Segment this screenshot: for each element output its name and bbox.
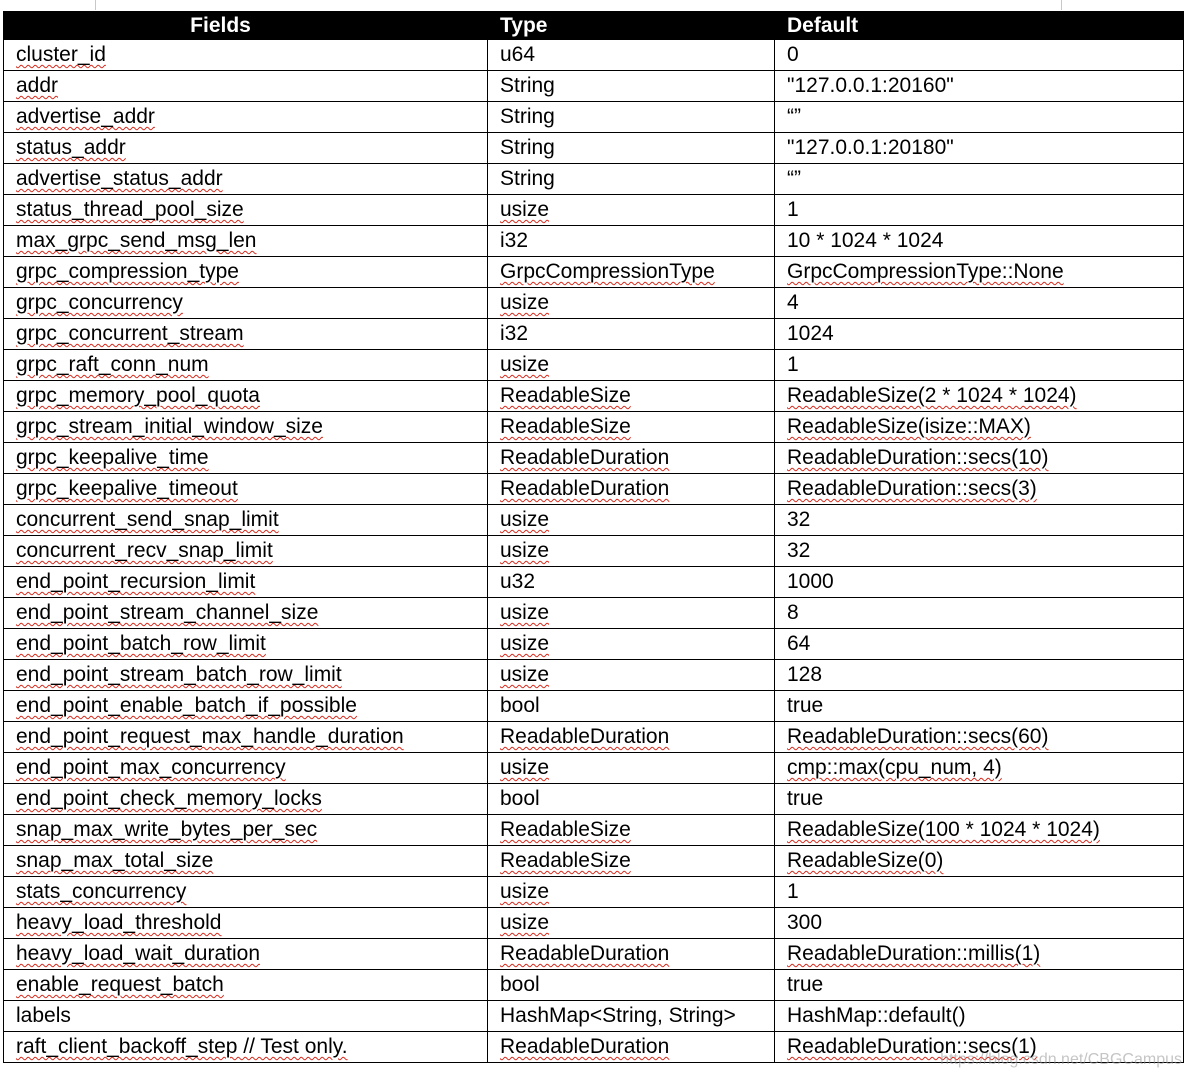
field-cell (4, 722, 488, 753)
field-cell (4, 691, 488, 722)
field-cell-text: cluster_id (16, 43, 106, 66)
table-row (4, 970, 1184, 1001)
type-cell-text: usize (500, 632, 550, 655)
field-cell (4, 257, 488, 288)
default-cell (775, 691, 1184, 722)
field-cell-text: grpc_stream_initial_window_size (16, 415, 323, 438)
type-cell (488, 412, 775, 443)
type-cell-text: u32 (500, 570, 536, 593)
field-cell-text: grpc_keepalive_timeout (16, 477, 238, 500)
table-row (4, 939, 1184, 970)
field-cell (4, 133, 488, 164)
field-cell-text: grpc_concurrent_stream (16, 322, 244, 345)
field-cell (4, 970, 488, 1001)
field-cell-text: max_grpc_send_msg_len (16, 229, 257, 252)
type-cell (488, 257, 775, 288)
field-cell (4, 226, 488, 257)
type-cell (488, 1001, 775, 1032)
default-cell-text: HashMap::default() (787, 1004, 966, 1027)
field-cell (4, 629, 488, 660)
type-cell-text: bool (500, 973, 540, 996)
type-cell-text: String (500, 136, 555, 159)
type-cell-text: ReadableSize (500, 818, 631, 841)
field-cell (4, 40, 488, 71)
field-cell-text: status_thread_pool_size (16, 198, 244, 221)
type-cell-text: ReadableSize (500, 384, 631, 407)
field-cell (4, 877, 488, 908)
type-cell (488, 40, 775, 71)
type-cell (488, 846, 775, 877)
header-fields: Fields (4, 12, 488, 40)
table-row (4, 815, 1184, 846)
default-cell (775, 784, 1184, 815)
field-cell (4, 195, 488, 226)
table-row (4, 195, 1184, 226)
table-row (4, 257, 1184, 288)
default-cell-text: ReadableDuration::secs(3) (787, 477, 1037, 500)
default-cell (775, 288, 1184, 319)
default-cell (775, 40, 1184, 71)
type-cell-text: usize (500, 663, 550, 686)
type-cell-text: String (500, 167, 555, 190)
type-cell (488, 660, 775, 691)
default-cell (775, 536, 1184, 567)
field-cell (4, 784, 488, 815)
default-cell (775, 629, 1184, 660)
field-cell-text: grpc_memory_pool_quota (16, 384, 260, 407)
type-cell (488, 567, 775, 598)
type-cell (488, 753, 775, 784)
default-cell-text: 1 (787, 198, 799, 221)
default-cell-text: 1 (787, 880, 799, 903)
table-row (4, 133, 1184, 164)
default-cell-text: “” (787, 167, 801, 190)
type-cell-text: HashMap<String, String> (500, 1004, 736, 1027)
type-cell-text: usize (500, 601, 550, 624)
type-cell (488, 164, 775, 195)
table-body (4, 40, 1184, 1063)
default-cell (775, 908, 1184, 939)
field-cell-text: grpc_concurrency (16, 291, 183, 314)
type-cell (488, 319, 775, 350)
default-cell (775, 195, 1184, 226)
field-cell-text: grpc_compression_type (16, 260, 239, 283)
type-cell-text: usize (500, 880, 550, 903)
field-cell (4, 846, 488, 877)
field-cell-text: stats_concurrency (16, 880, 187, 903)
default-cell-text: 8 (787, 601, 799, 624)
field-cell (4, 598, 488, 629)
default-cell (775, 102, 1184, 133)
default-cell (775, 133, 1184, 164)
type-cell (488, 629, 775, 660)
default-cell-text: GrpcCompressionType::None (787, 260, 1064, 283)
field-cell (4, 319, 488, 350)
default-cell-text: true (787, 787, 824, 810)
type-cell (488, 102, 775, 133)
table-row (4, 753, 1184, 784)
field-cell (4, 164, 488, 195)
table-row (4, 164, 1184, 195)
field-cell-text: end_point_stream_channel_size (16, 601, 319, 624)
field-cell (4, 505, 488, 536)
field-cell-text: addr (16, 74, 59, 97)
type-cell-text: usize (500, 539, 550, 562)
field-cell-text: end_point_batch_row_limit (16, 632, 266, 655)
type-cell-text: bool (500, 787, 540, 810)
type-cell-text: i32 (500, 229, 529, 252)
default-cell-text: "127.0.0.1:20160" (787, 74, 954, 97)
table-row (4, 474, 1184, 505)
default-cell-text: true (787, 694, 824, 717)
default-cell (775, 815, 1184, 846)
default-cell-text: 4 (787, 291, 799, 314)
default-cell-text: ReadableDuration::millis(1) (787, 942, 1041, 965)
type-cell (488, 970, 775, 1001)
type-cell (488, 877, 775, 908)
table-row (4, 536, 1184, 567)
default-cell-text: 1000 (787, 570, 834, 593)
field-cell-text: labels (16, 1004, 71, 1027)
table-row (4, 629, 1184, 660)
field-cell-text: status_addr (16, 136, 126, 159)
field-cell (4, 753, 488, 784)
header-type: Type (488, 12, 775, 40)
type-cell (488, 784, 775, 815)
field-cell (4, 567, 488, 598)
type-cell-text: ReadableDuration (500, 446, 670, 469)
default-cell-text: ReadableSize(2 * 1024 * 1024) (787, 384, 1077, 407)
field-cell-text: concurrent_recv_snap_limit (16, 539, 273, 562)
field-cell-text: grpc_keepalive_time (16, 446, 209, 469)
default-cell (775, 412, 1184, 443)
type-cell-text: usize (500, 198, 550, 221)
field-cell (4, 536, 488, 567)
field-cell-text: heavy_load_wait_duration (16, 942, 261, 965)
type-cell (488, 598, 775, 629)
default-cell-text: 128 (787, 663, 823, 686)
field-cell (4, 350, 488, 381)
type-cell-text: usize (500, 353, 550, 376)
field-cell-text: concurrent_send_snap_limit (16, 508, 279, 531)
field-cell (4, 908, 488, 939)
config-table (3, 11, 1184, 1063)
type-cell (488, 288, 775, 319)
default-cell (775, 939, 1184, 970)
table-row (4, 71, 1184, 102)
table-row (4, 1001, 1184, 1032)
type-cell (488, 939, 775, 970)
default-cell-text: 32 (787, 508, 811, 531)
type-cell-text: usize (500, 756, 550, 779)
type-cell (488, 474, 775, 505)
default-cell-text: 64 (787, 632, 811, 655)
default-cell-text: 1 (787, 353, 799, 376)
type-cell (488, 350, 775, 381)
table-header (4, 12, 1184, 40)
type-cell (488, 505, 775, 536)
field-cell-text: advertise_status_addr (16, 167, 223, 190)
table-row (4, 722, 1184, 753)
type-cell (488, 195, 775, 226)
type-cell-text: ReadableSize (500, 415, 631, 438)
default-cell-text: ReadableDuration::secs(60) (787, 725, 1049, 748)
default-cell (775, 877, 1184, 908)
field-cell (4, 474, 488, 505)
page-corner-mark-right (1061, 0, 1062, 10)
table-row (4, 691, 1184, 722)
default-cell-text: ReadableSize(0) (787, 849, 944, 872)
default-cell-text: 1024 (787, 322, 834, 345)
field-cell (4, 412, 488, 443)
default-cell (775, 474, 1184, 505)
field-cell-text: snap_max_write_bytes_per_sec (16, 818, 318, 841)
default-cell-text: cmp::max(cpu_num, 4) (787, 756, 1002, 779)
page-corner-mark-left (95, 0, 96, 10)
type-cell-text: ReadableDuration (500, 477, 670, 500)
field-cell (4, 381, 488, 412)
table-row (4, 505, 1184, 536)
default-cell (775, 350, 1184, 381)
watermark: https://blog.csdn.net/CBGCampus (940, 1051, 1182, 1068)
table-row (4, 567, 1184, 598)
field-cell (4, 660, 488, 691)
default-cell-text: true (787, 973, 824, 996)
default-cell-text: 300 (787, 911, 823, 934)
field-cell-text: end_point_max_concurrency (16, 756, 286, 779)
default-cell-text: ReadableSize(100 * 1024 * 1024) (787, 818, 1100, 841)
type-cell-text: ReadableSize (500, 849, 631, 872)
type-cell (488, 815, 775, 846)
header-row (4, 12, 1184, 40)
default-cell (775, 1032, 1184, 1063)
table-row (4, 381, 1184, 412)
type-cell (488, 443, 775, 474)
default-cell-text: 0 (787, 43, 799, 66)
field-cell (4, 815, 488, 846)
default-cell-text: ReadableSize(isize::MAX) (787, 415, 1031, 438)
default-cell-text: "127.0.0.1:20180" (787, 136, 954, 159)
field-cell (4, 1001, 488, 1032)
type-cell-text: u64 (500, 43, 536, 66)
default-cell (775, 164, 1184, 195)
type-cell (488, 133, 775, 164)
default-cell-text: ReadableDuration::secs(10) (787, 446, 1049, 469)
default-cell (775, 443, 1184, 474)
field-cell-text: end_point_recursion_limit (16, 570, 256, 593)
default-cell-text: 32 (787, 539, 811, 562)
type-cell-text: bool (500, 694, 540, 717)
field-cell (4, 288, 488, 319)
table-row (4, 598, 1184, 629)
field-cell-text: snap_max_total_size (16, 849, 214, 872)
default-cell (775, 970, 1184, 1001)
type-cell (488, 691, 775, 722)
type-cell (488, 722, 775, 753)
type-cell-text: ReadableDuration (500, 942, 670, 965)
table-row (4, 1032, 1184, 1063)
field-cell (4, 71, 488, 102)
default-cell (775, 660, 1184, 691)
field-cell-text: end_point_stream_batch_row_limit (16, 663, 342, 686)
table-row (4, 846, 1184, 877)
type-cell-text: usize (500, 911, 550, 934)
field-cell-text: grpc_raft_conn_num (16, 353, 209, 376)
field-cell-text: heavy_load_threshold (16, 911, 222, 934)
default-cell (775, 567, 1184, 598)
table-row (4, 40, 1184, 71)
type-cell (488, 381, 775, 412)
type-cell-text: GrpcCompressionType (500, 260, 715, 283)
default-cell (775, 1001, 1184, 1032)
default-cell (775, 319, 1184, 350)
field-cell-text: end_point_request_max_handle_duration (16, 725, 404, 748)
default-cell (775, 753, 1184, 784)
default-cell (775, 226, 1184, 257)
field-cell-text: end_point_enable_batch_if_possible (16, 694, 357, 717)
default-cell (775, 722, 1184, 753)
type-cell (488, 226, 775, 257)
default-cell-text: “” (787, 105, 801, 128)
default-cell (775, 257, 1184, 288)
type-cell-text: usize (500, 291, 550, 314)
table-row (4, 908, 1184, 939)
field-cell-text: end_point_check_memory_locks (16, 787, 322, 810)
field-cell-text: raft_client_backoff_step // Test only. (16, 1035, 348, 1058)
default-cell-text: ReadableDuration::secs(1) (787, 1035, 1037, 1058)
type-cell (488, 1032, 775, 1063)
table-row (4, 877, 1184, 908)
table-row (4, 319, 1184, 350)
default-cell (775, 71, 1184, 102)
field-cell-text: advertise_addr (16, 105, 155, 128)
default-cell-text: 10 * 1024 * 1024 (787, 229, 944, 252)
default-cell (775, 846, 1184, 877)
table-row (4, 226, 1184, 257)
field-cell (4, 102, 488, 133)
field-cell (4, 1032, 488, 1063)
table-row (4, 660, 1184, 691)
type-cell (488, 71, 775, 102)
field-cell (4, 443, 488, 474)
type-cell (488, 908, 775, 939)
table-row (4, 288, 1184, 319)
table-row (4, 412, 1184, 443)
table-row (4, 102, 1184, 133)
header-default: Default (775, 12, 1184, 40)
table-row (4, 350, 1184, 381)
type-cell-text: String (500, 105, 555, 128)
field-cell-text: enable_request_batch (16, 973, 224, 996)
type-cell-text: ReadableDuration (500, 1035, 670, 1058)
type-cell-text: ReadableDuration (500, 725, 670, 748)
type-cell-text: String (500, 74, 555, 97)
default-cell (775, 381, 1184, 412)
table-row (4, 784, 1184, 815)
type-cell-text: i32 (500, 322, 529, 345)
default-cell (775, 505, 1184, 536)
type-cell (488, 536, 775, 567)
default-cell (775, 598, 1184, 629)
table-row (4, 443, 1184, 474)
type-cell-text: usize (500, 508, 550, 531)
field-cell (4, 939, 488, 970)
